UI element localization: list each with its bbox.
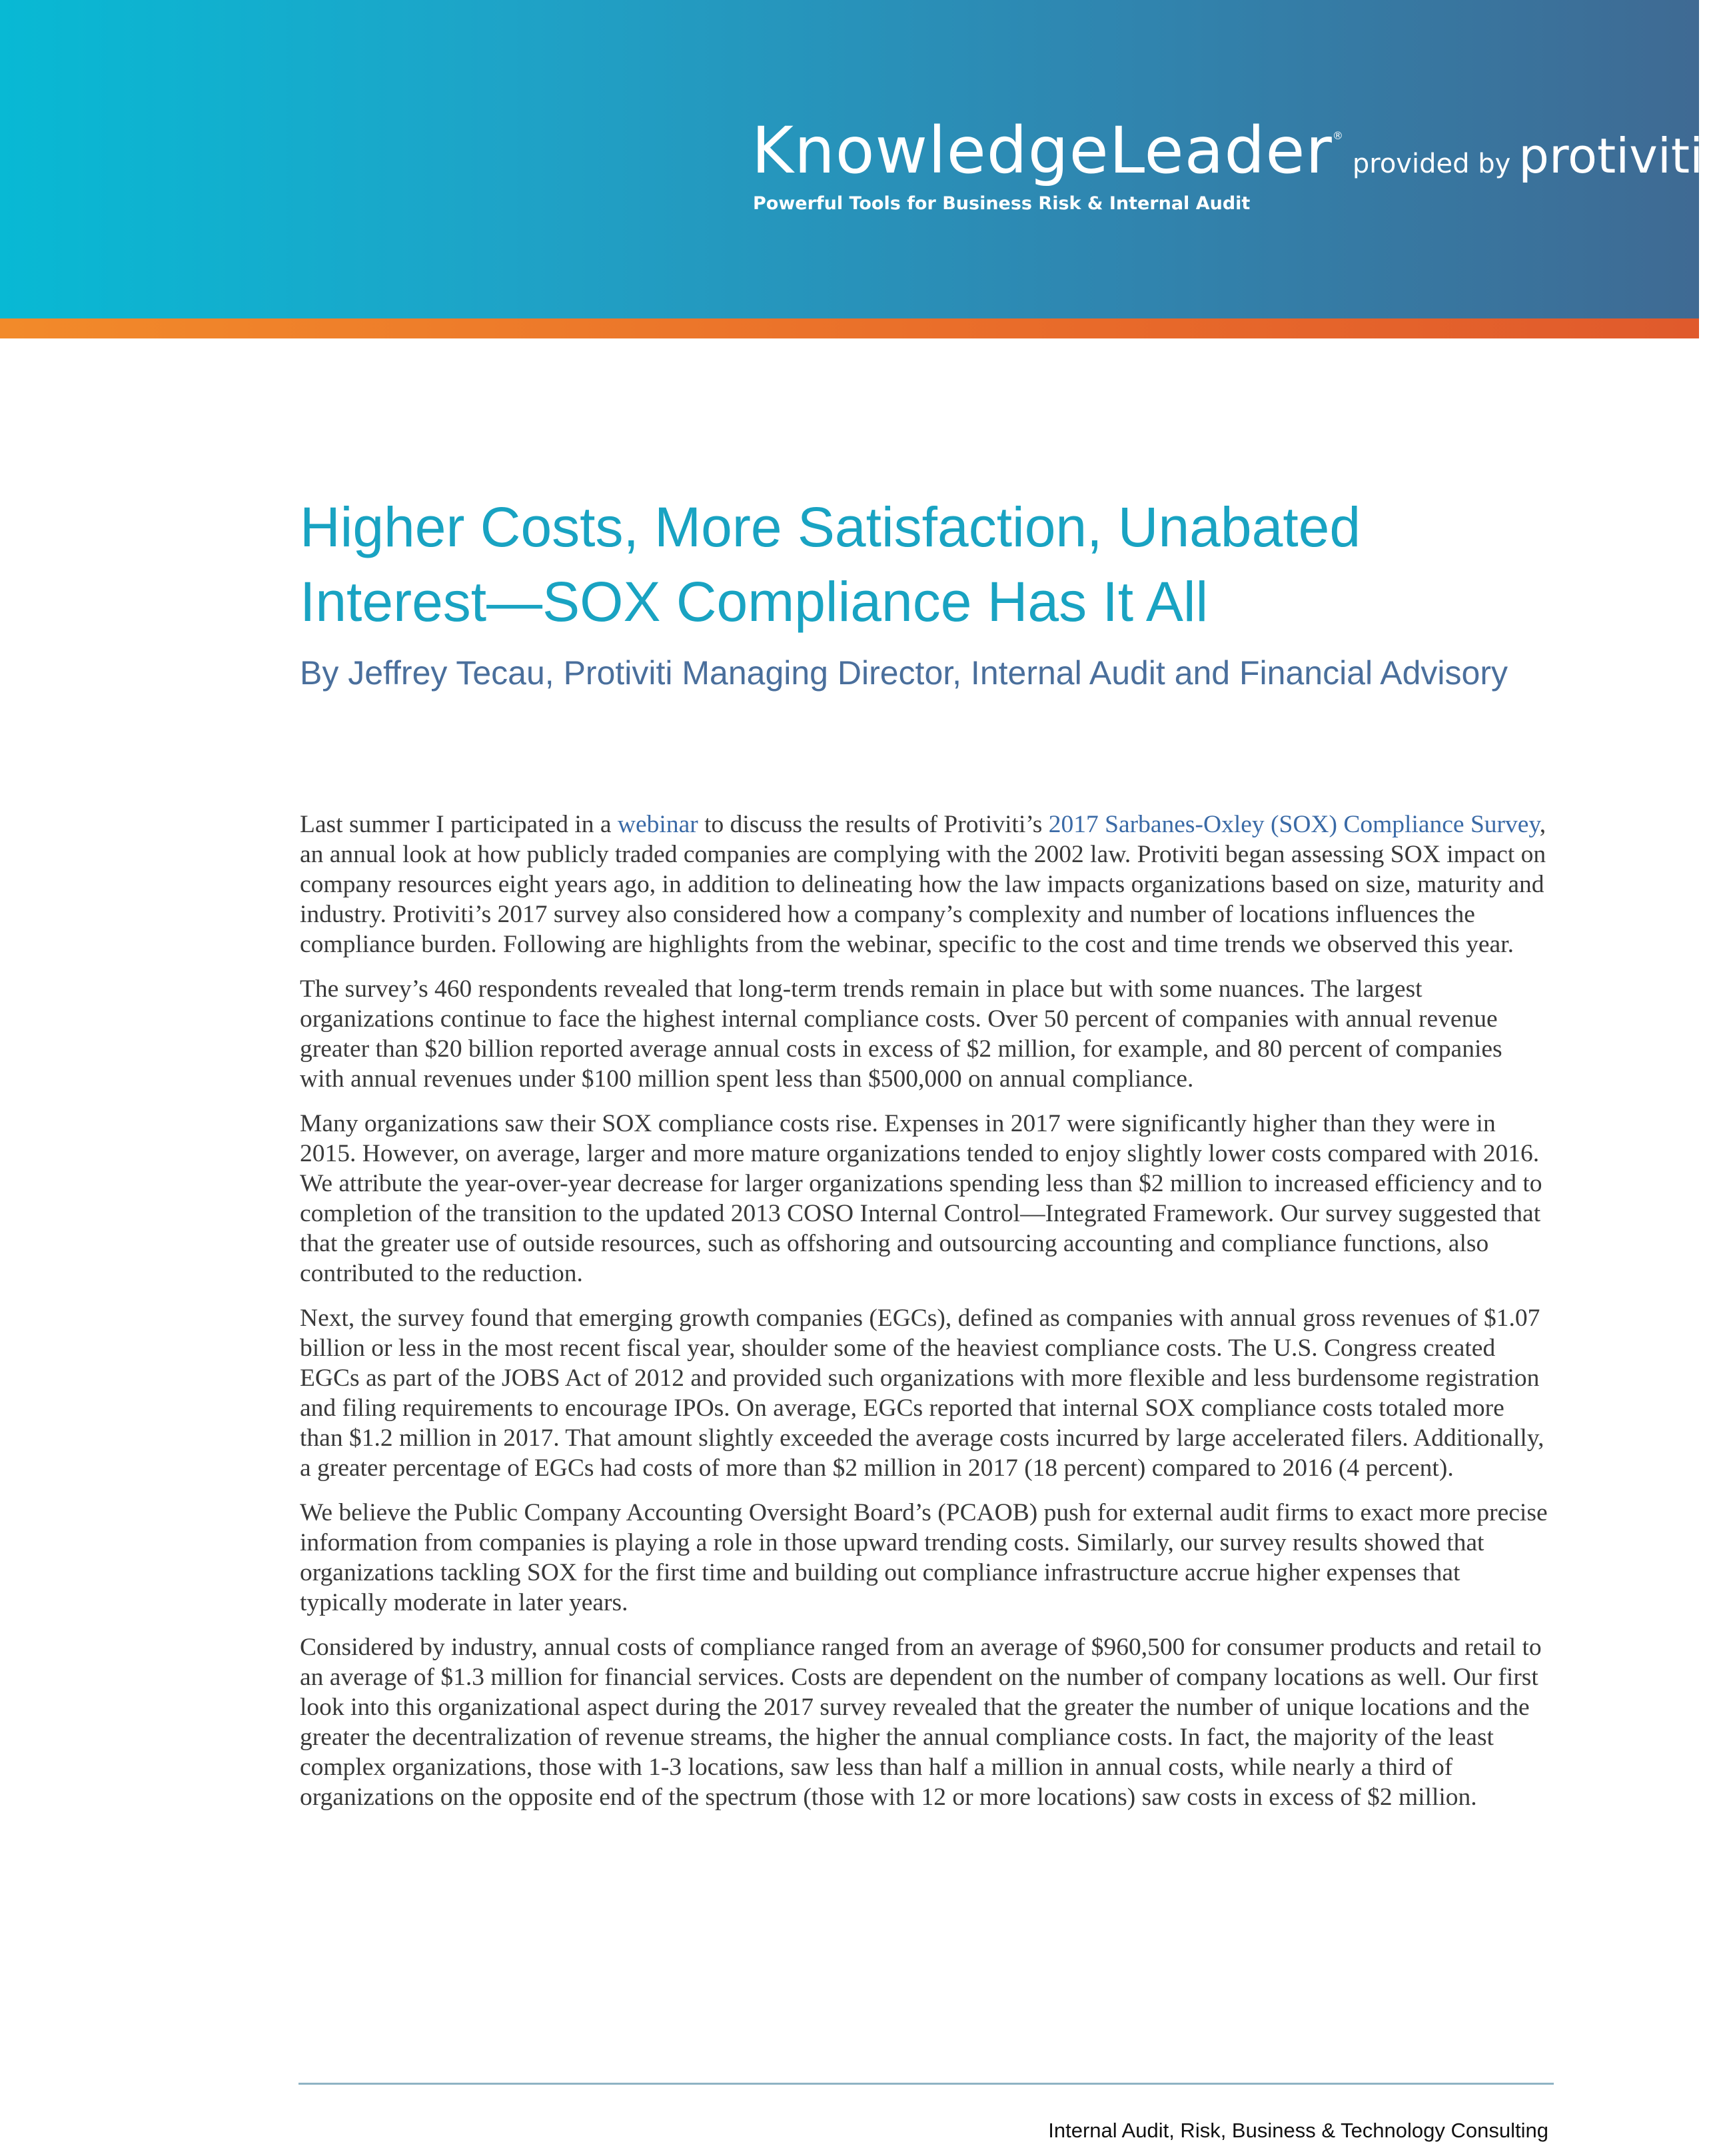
survey-link[interactable]: 2017 Sarbanes-Oxley (SOX) Compliance Survey (1048, 811, 1540, 838)
footer-divider (298, 2083, 1554, 2085)
article-title-line-2: Interest—SOX Compliance Has It All (300, 570, 1209, 633)
footer-text: Internal Audit, Risk, Business & Technology Consulting (1048, 2119, 1548, 2142)
paragraph-industry: Considered by industry, annual costs of compliance ranged from an average of $960,500 for consumer products and retail to an average of $1.3 million for financial services. Costs are dependent on the number of company locations as well. Our first look into this organizational aspect during the 2017 survey revealed that the greater the number of unique locations and the greater the decentralization of revenue streams, the higher the annual compliance costs. In fact, the majority of the least complex organizations, those with 1-3 locations, saw less than half a million in annual costs, while nearly a third of organizations on the opposite end of the spectrum (those with 12 or more locations) saw costs in excess of $2 million. (300, 1634, 1542, 1811)
article-title-line-1: Higher Costs, More Satisfaction, Unabated (300, 496, 1361, 558)
brand-name: KnowledgeLeader (752, 113, 1333, 188)
article-body (300, 809, 1552, 1827)
header-accent-stripe (0, 318, 1699, 338)
paragraph-intro-text-b: to discuss the results of Protiviti’s (698, 811, 1049, 838)
article-title (300, 490, 1566, 639)
brand-tagline: Powerful Tools for Business Risk & Internal Audit (753, 193, 1251, 214)
paragraph-cost-rise: Many organizations saw their SOX compliance costs rise. Expenses in 2017 were significantly higher than they were in 2015. However, on average, larger and more mature organizations tended to enjoy slightly lower costs compared with 2016. We attribute the year-over-year decrease for larger organizations spending less than $2 million to increased efficiency and to completion of the transition to the updated 2013 COSO Internal Control—Integrated Framework. Our survey suggested that that the greater use of outside resources, such as offshoring and outsourcing accounting and compliance functions, also contributed to the reduction. (300, 1110, 1542, 1287)
paragraph-intro-text-a: Last summer I participated in a (300, 811, 618, 838)
paragraph-egcs: Next, the survey found that emerging growth companies (EGCs), defined as companies with annual gross revenues of $1.07 billion or less in the most recent fiscal year, shoulder some of the heaviest compliance costs. The U.S. Congress created EGCs as part of the JOBS Act of 2012 and provided such organizations with more flexible and less burdensome registration and filing requirements to encourage IPOs. On average, EGCs reported that internal SOX compliance costs totaled more than $1.2 million in 2017. That amount slightly exceeded the average costs incurred by large accelerated filers. Additionally, a greater percentage of EGCs had costs of more than $2 million in 2017 (18 percent) compared to 2016 (4 percent). (300, 1305, 1544, 1482)
paragraph-respondents: The survey’s 460 respondents revealed that long-term trends remain in place but with some nuances. The largest organizations continue to face the highest internal compliance costs. Over 50 percent of companies with annual revenue greater than $20 billion reported average annual costs in excess of $2 million, for example, and 80 percent of companies with annual revenues under $100 million spent less than $500,000 on annual compliance. (300, 975, 1502, 1093)
partner-registered-mark: ® (1703, 129, 1714, 142)
paragraph-pcaob: We believe the Public Company Accounting Oversight Board’s (PCAOB) push for external audit firms to exact more precise information from companies is playing a role in those upward trending costs. Similarly, our survey results showed that organizations tackling SOX for the first time and building out compliance infrastructure accrue higher expenses that typically moderate in later years. (300, 1499, 1548, 1616)
provided-by-label: provided by (1352, 149, 1511, 179)
partner-logo: protiviti (1518, 128, 1704, 184)
paragraph-intro (300, 809, 1552, 959)
webinar-link[interactable]: webinar (617, 811, 698, 838)
article-byline: By Jeffrey Tecau, Protiviti Managing Director, Internal Audit and Financial Advisory (300, 654, 1508, 692)
paragraph-intro-text-c: , an annual look at how publicly traded companies are complying with the 2002 law. Protiviti began assessing SOX impact on company resources eight years ago, in addition to delineating how the law impacts organizations based on size, maturity and industry. Protiviti’s 2017 survey also considered how a company’s complexity and number of locations influences the compliance burden. Following are highlights from the webinar, specific to the cost and time trends we observed this year. (300, 811, 1546, 958)
brand-logo (752, 113, 1723, 188)
brand-registered-mark: ® (1332, 129, 1343, 142)
